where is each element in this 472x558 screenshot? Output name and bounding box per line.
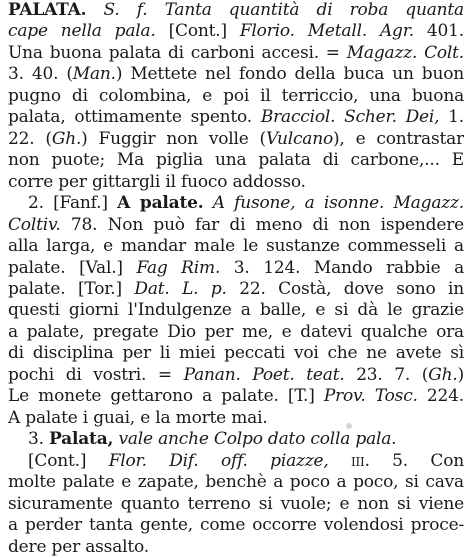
example-text: palate. [Tor.] <box>8 279 135 299</box>
example-text: a palate, pregate Dio per me, e datevi qualche ora <box>8 322 464 342</box>
text-line <box>8 236 464 257</box>
text-line <box>8 408 464 429</box>
text-line <box>8 386 464 407</box>
sense-number: 3. <box>28 429 44 449</box>
example-text: ), e contrastar <box>333 129 464 149</box>
example-text: palate. [Val.] <box>8 258 137 278</box>
name: Vulcano <box>265 129 333 149</box>
text-line <box>8 515 464 536</box>
sense-number: 2. <box>28 193 44 213</box>
text-line <box>8 150 464 171</box>
example-text: non puote; Ma piglia una palata di carbone,... E <box>8 150 464 170</box>
citation: Magazz. Colt. <box>346 43 464 63</box>
text-line <box>8 172 464 193</box>
citation: Fag Rim. <box>136 258 221 278</box>
example-text: ) Mettete nel fondo della buca un buon <box>115 64 464 84</box>
roman-numeral: iii. <box>350 451 370 471</box>
example-text: 22. Costà, dove sono in <box>226 279 464 299</box>
citation: Florio. Metall. Agr. <box>239 21 414 41</box>
example-text: questi giorni l'Indulgenze a balle, e si dà le grazie <box>8 300 464 320</box>
citation: Flor. Dif. off. piazze, <box>108 451 329 471</box>
example-text: a perder tanta gente, come occorre volendosi proce- <box>8 515 464 535</box>
text-fragment: ) <box>457 365 464 385</box>
example-text: Una buona palata di carboni accesi. = <box>8 43 347 63</box>
sense-2-head-line <box>28 193 464 214</box>
text-line <box>8 129 464 150</box>
proverb-text: A palate i guai, e la morte mai. <box>8 408 268 428</box>
citation-ref: 401. <box>414 21 464 41</box>
text-line <box>8 494 464 515</box>
source-tag: Man. <box>72 64 116 84</box>
text-line <box>8 107 464 128</box>
example-text: molte palate e zapate, benchè a poco a poco, si cava <box>8 472 464 492</box>
example-text: ) Fuggir non volle ( <box>81 129 266 149</box>
part-of-speech: S. f. <box>103 0 148 20</box>
example-text: 5. Con <box>369 451 464 471</box>
text-line <box>28 451 464 472</box>
citation: Dat. L. p. <box>134 279 227 299</box>
definition: vale anche Colpo dato colla pala. <box>118 429 397 449</box>
text-line <box>8 215 464 236</box>
text-fragment <box>203 193 212 213</box>
text-fragment: 3. 40. ( <box>8 64 73 84</box>
text-line <box>8 21 464 42</box>
example-text: dere per assalto. <box>8 537 149 557</box>
citation-ref: 23. 7. ( <box>344 365 429 385</box>
source-tag: Gh. <box>428 365 458 385</box>
example-text: di disciplina per li miei peccati voi che ne avete sì <box>8 343 464 363</box>
example-text: alla larga, e mandar male le sustanze commesseli a <box>8 236 464 256</box>
definition: A fusone, a isonne. Magazz. <box>212 193 464 213</box>
sense-headword: Palata, <box>49 429 114 449</box>
text-line <box>8 537 464 558</box>
example-text: palata, ottimamente spento. <box>8 107 261 127</box>
text-line <box>8 279 464 300</box>
source-tag: [Cont.] <box>28 451 109 471</box>
example-text: 3. 124. Mando rabbie a <box>220 258 464 278</box>
headword: PALATA. <box>8 0 87 20</box>
text-line <box>8 322 464 343</box>
citation: Panan. Poet. teat. <box>183 365 345 385</box>
ink-spot <box>346 423 352 429</box>
text-line <box>8 43 464 64</box>
source-tag: [Fanf.] <box>53 193 118 213</box>
text-line <box>8 86 464 107</box>
citation-ref: 224. <box>417 386 464 406</box>
text-line <box>8 258 464 279</box>
text-line <box>8 300 464 321</box>
text-line <box>8 365 464 386</box>
sense-3-head-line <box>28 429 464 450</box>
phrase: A palate. <box>117 193 204 213</box>
example-text: pochi di vostri. = <box>8 365 184 385</box>
citation: Prov. Tosc. <box>323 386 418 406</box>
text-fragment <box>329 451 351 471</box>
example-text: sicuramente quanto terreno si vuole; e non si viene <box>8 494 464 514</box>
source-tag: [Cont.] <box>155 21 240 41</box>
text-fragment: 22. ( <box>8 129 52 149</box>
example-text: corre per gittargli il fuoco addosso. <box>8 172 306 192</box>
text-line <box>8 343 464 364</box>
entry-headword-line <box>8 0 464 21</box>
text-line <box>8 64 464 85</box>
citation: Bracciol. Scher. Dei, <box>260 107 440 127</box>
example-text: Le monete gettarono a palate. [T.] <box>8 386 324 406</box>
example-text: 78. Non può far di meno di non ispendere <box>60 215 464 235</box>
citation: Coltiv. <box>8 215 61 235</box>
text-line <box>8 472 464 493</box>
source-tag: Gh. <box>51 129 82 149</box>
citation-ref: 1. <box>439 107 464 127</box>
example-text: pugno di colombina, e poi il terriccio, una buona <box>8 86 464 106</box>
definition: Tanta quantità di roba quanta <box>164 0 464 20</box>
definition-cont: cape nella pala. <box>8 21 156 41</box>
